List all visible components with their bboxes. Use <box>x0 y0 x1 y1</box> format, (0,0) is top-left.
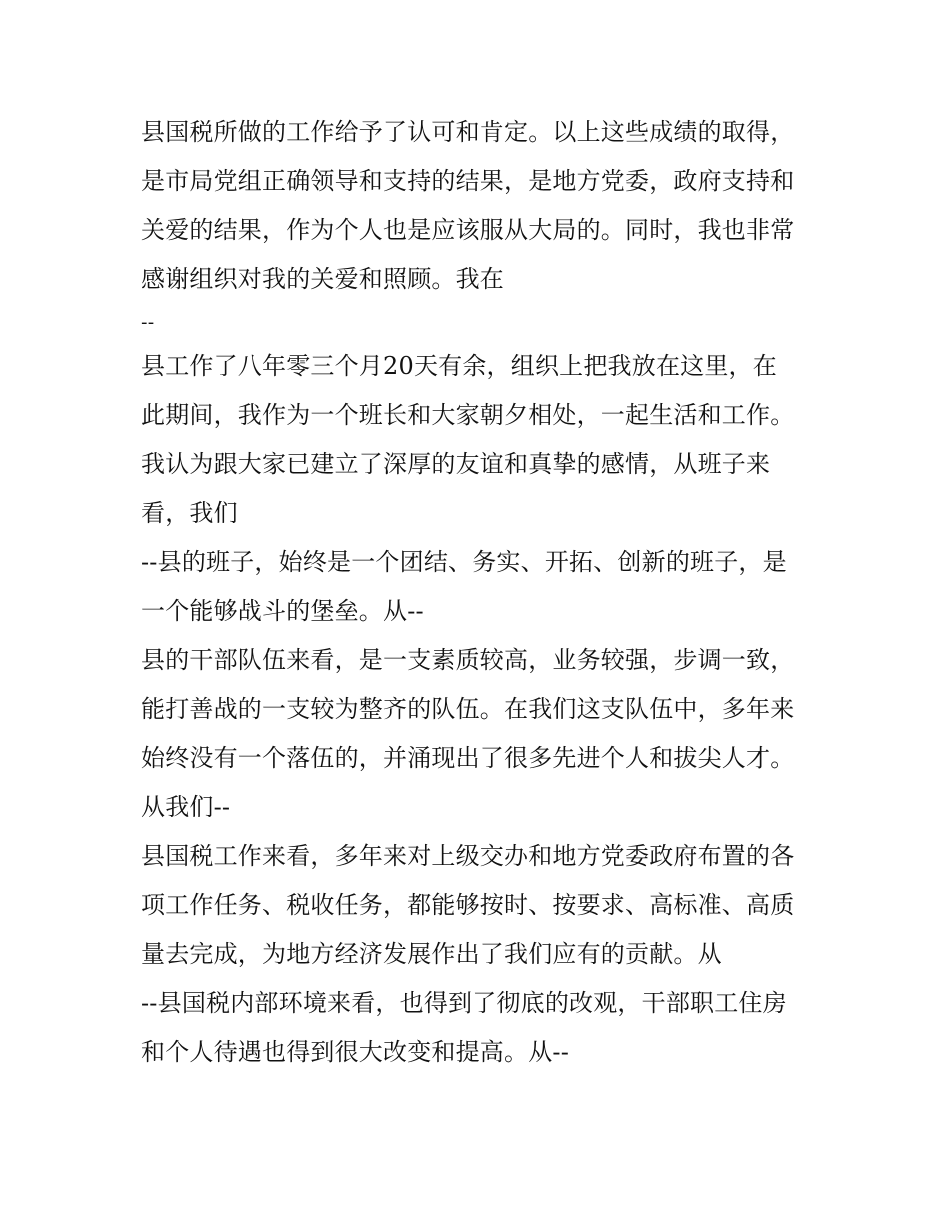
text-line: 量去完成，为地方经济发展作出了我们应有的贡献。从 <box>141 940 722 968</box>
text-line: 县国税所做的工作给予了认可和肯定。以上这些成绩的取得， <box>141 118 795 146</box>
text-line: 感谢组织对我的关爱和照顾。我在 <box>141 265 504 293</box>
text-line: 县国税工作来看，多年来对上级交办和地方党委政府布置的各 <box>141 842 795 870</box>
text-line: 项工作任务、税收任务，都能够按时、按要求、高标准、高质 <box>141 891 795 919</box>
text-line: 是市局党组正确领导和支持的结果，是地方党委，政府支持和 <box>141 167 795 195</box>
text-line: --县国税内部环境来看，也得到了彻底的改观，干部职工住房 <box>141 989 787 1017</box>
text-line: 关爱的结果，作为个人也是应该服从大局的。同时，我也非常 <box>141 216 795 244</box>
text-line: 和个人待遇也得到很大改变和提高。从-- <box>141 1038 570 1066</box>
text-line: 始终没有一个落伍的，并涌现出了很多先进个人和拔尖人才。 <box>141 744 795 772</box>
text-line: 县的干部队伍来看，是一支素质较高，业务较强，步调一致， <box>141 646 795 674</box>
text-line: 从我们-- <box>141 793 231 821</box>
text-line: --县的班子，始终是一个团结、务实、开拓、创新的班子，是 <box>141 548 787 576</box>
text-line: 我认为跟大家已建立了深厚的友谊和真挚的感情，从班子来 <box>141 450 771 478</box>
text-line: 一个能够战斗的堡垒。从-- <box>141 597 424 625</box>
text-line: 能打善战的一支较为整齐的队伍。在我们这支队伍中，多年来 <box>141 695 795 723</box>
text-line: 此期间，我作为一个班长和大家朝夕相处，一起生活和工作。 <box>141 401 795 429</box>
document-body <box>141 108 821 1077</box>
text-line: 县工作了八年零三个月20天有余，组织上把我放在这里，在 <box>141 352 777 380</box>
text-line: 看，我们 <box>141 499 238 527</box>
separator-dashes: -- <box>141 312 155 333</box>
